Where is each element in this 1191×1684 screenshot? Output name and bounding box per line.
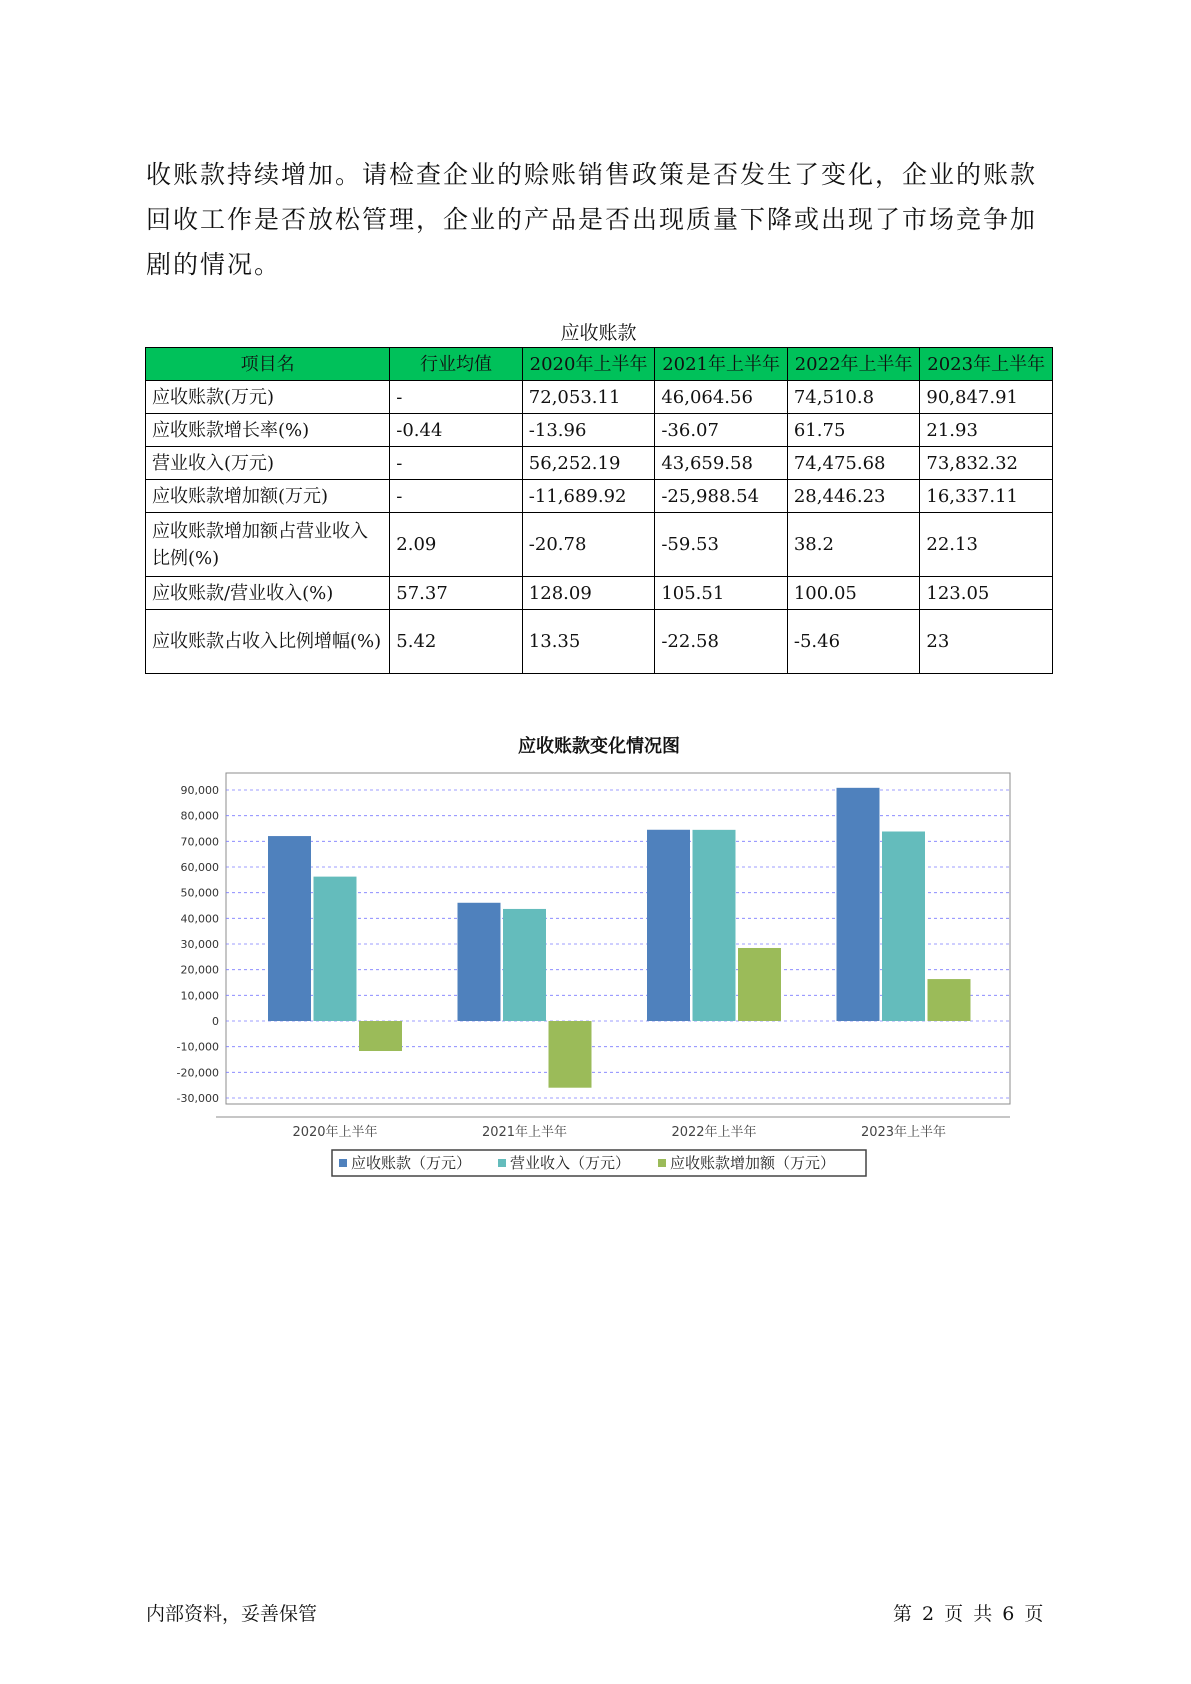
table-cell: 105.51	[655, 577, 788, 610]
table-cell: -20.78	[522, 513, 655, 577]
table-cell: 123.05	[920, 577, 1053, 610]
legend-label: 应收账款（万元）	[351, 1154, 472, 1172]
body-paragraph: 收账款持续增加。请检查企业的赊账销售政策是否发生了变化，企业的账款回收工作是否放松管理，企业的产品是否出现质量下降或出现了市场竞争加剧的情况。	[146, 160, 1038, 279]
table-cell: 43,659.58	[655, 447, 788, 480]
table-cell: 21.93	[920, 414, 1053, 447]
table-cell: 应收账款增加额占营业收入比例(%)	[146, 513, 390, 577]
chart-title: 应收账款变化情况图	[518, 736, 680, 757]
bar	[647, 830, 690, 1021]
bar	[268, 836, 311, 1021]
table-cell: -0.44	[390, 414, 523, 447]
table-cell: 5.42	[390, 610, 523, 674]
bar	[549, 1021, 592, 1088]
legend-swatch	[498, 1159, 506, 1167]
table-cell: 61.75	[787, 414, 920, 447]
y-tick-label: 70,000	[180, 835, 219, 849]
table-cell: 营业收入(万元)	[146, 447, 390, 480]
table-cell: 2.09	[390, 513, 523, 577]
table-cell: 16,337.11	[920, 480, 1053, 513]
bar	[928, 979, 971, 1021]
table-title: 应收账款	[560, 322, 637, 344]
y-tick-label: 60,000	[180, 861, 219, 874]
bar	[359, 1021, 402, 1051]
x-tick-label: 2022年上半年	[671, 1125, 757, 1140]
table-cell: -	[390, 381, 523, 414]
legend-swatch	[339, 1159, 347, 1167]
header-cell: 2023年上半年	[920, 348, 1053, 381]
y-tick-label: 20,000	[180, 963, 219, 977]
bar	[837, 788, 880, 1021]
table-cell: -22.58	[655, 610, 788, 674]
table-cell: -25,988.54	[655, 480, 788, 513]
legend-label: 营业收入（万元）	[510, 1154, 631, 1172]
header-cell: 行业均值	[390, 348, 523, 381]
table-cell: -	[390, 480, 523, 513]
table-cell: 72,053.11	[522, 381, 655, 414]
table-cell: -13.96	[522, 414, 655, 447]
table-cell: 13.35	[522, 610, 655, 674]
table-cell: 应收账款占收入比例增幅(%)	[146, 610, 390, 674]
table-cell: 应收账款增长率(%)	[146, 414, 390, 447]
table-cell: 74,510.8	[787, 381, 920, 414]
table-cell: 应收账款(万元)	[146, 381, 390, 414]
footer-confidential-note: 内部资料，妥善保管	[146, 1603, 318, 1625]
header-cell: 2022年上半年	[787, 348, 920, 381]
table-cell: 56,252.19	[522, 447, 655, 480]
y-tick-label: 90,000	[180, 784, 219, 797]
table-cell: 应收账款/营业收入(%)	[146, 577, 390, 610]
bar	[738, 948, 781, 1021]
bar	[503, 909, 546, 1021]
bar	[458, 903, 501, 1021]
table-cell: 38.2	[787, 513, 920, 577]
y-tick-label: 10,000	[180, 989, 219, 1003]
bar	[882, 831, 925, 1021]
table-cell: 73,832.32	[920, 447, 1053, 480]
bar	[693, 830, 736, 1021]
y-tick-label: 50,000	[180, 886, 219, 900]
y-tick-label: 80,000	[180, 809, 219, 823]
header-cell: 2021年上半年	[655, 348, 788, 381]
y-tick-label: -20,000	[176, 1066, 219, 1080]
table-cell: 128.09	[522, 577, 655, 610]
table-cell: 74,475.68	[787, 447, 920, 480]
y-tick-label: -10,000	[176, 1040, 219, 1054]
header-cell: 项目名	[146, 348, 390, 381]
x-tick-label: 2021年上半年	[481, 1125, 568, 1140]
table-cell: 22.13	[920, 513, 1053, 577]
table-cell: 100.05	[787, 577, 920, 610]
table-cell: -	[390, 447, 523, 480]
y-tick-label: -30,000	[176, 1092, 219, 1105]
table-cell: 应收账款增加额(万元)	[146, 480, 390, 513]
bar	[314, 877, 357, 1021]
legend-label: 应收账款增加额（万元）	[670, 1154, 836, 1172]
table-cell: 46,064.56	[655, 381, 788, 414]
y-tick-label: 40,000	[180, 912, 219, 926]
footer-page-number: 第 2 页 共 6 页	[893, 1603, 1044, 1625]
legend-swatch	[658, 1159, 666, 1167]
table-cell: 90,847.91	[920, 381, 1053, 414]
table-cell: -11,689.92	[522, 480, 655, 513]
table-cell: -36.07	[655, 414, 788, 447]
table-cell: 23	[920, 610, 1053, 674]
table-cell: 57.37	[390, 577, 523, 610]
table-cell: -59.53	[655, 513, 788, 577]
y-tick-label: 0	[212, 1015, 219, 1028]
x-tick-label: 2023年上半年	[860, 1125, 947, 1140]
table-cell: -5.46	[787, 610, 920, 674]
table-cell: 28,446.23	[787, 480, 920, 513]
y-tick-label: 30,000	[180, 938, 219, 951]
x-tick-label: 2020年上半年	[292, 1125, 378, 1140]
header-cell: 2020年上半年	[522, 348, 655, 381]
